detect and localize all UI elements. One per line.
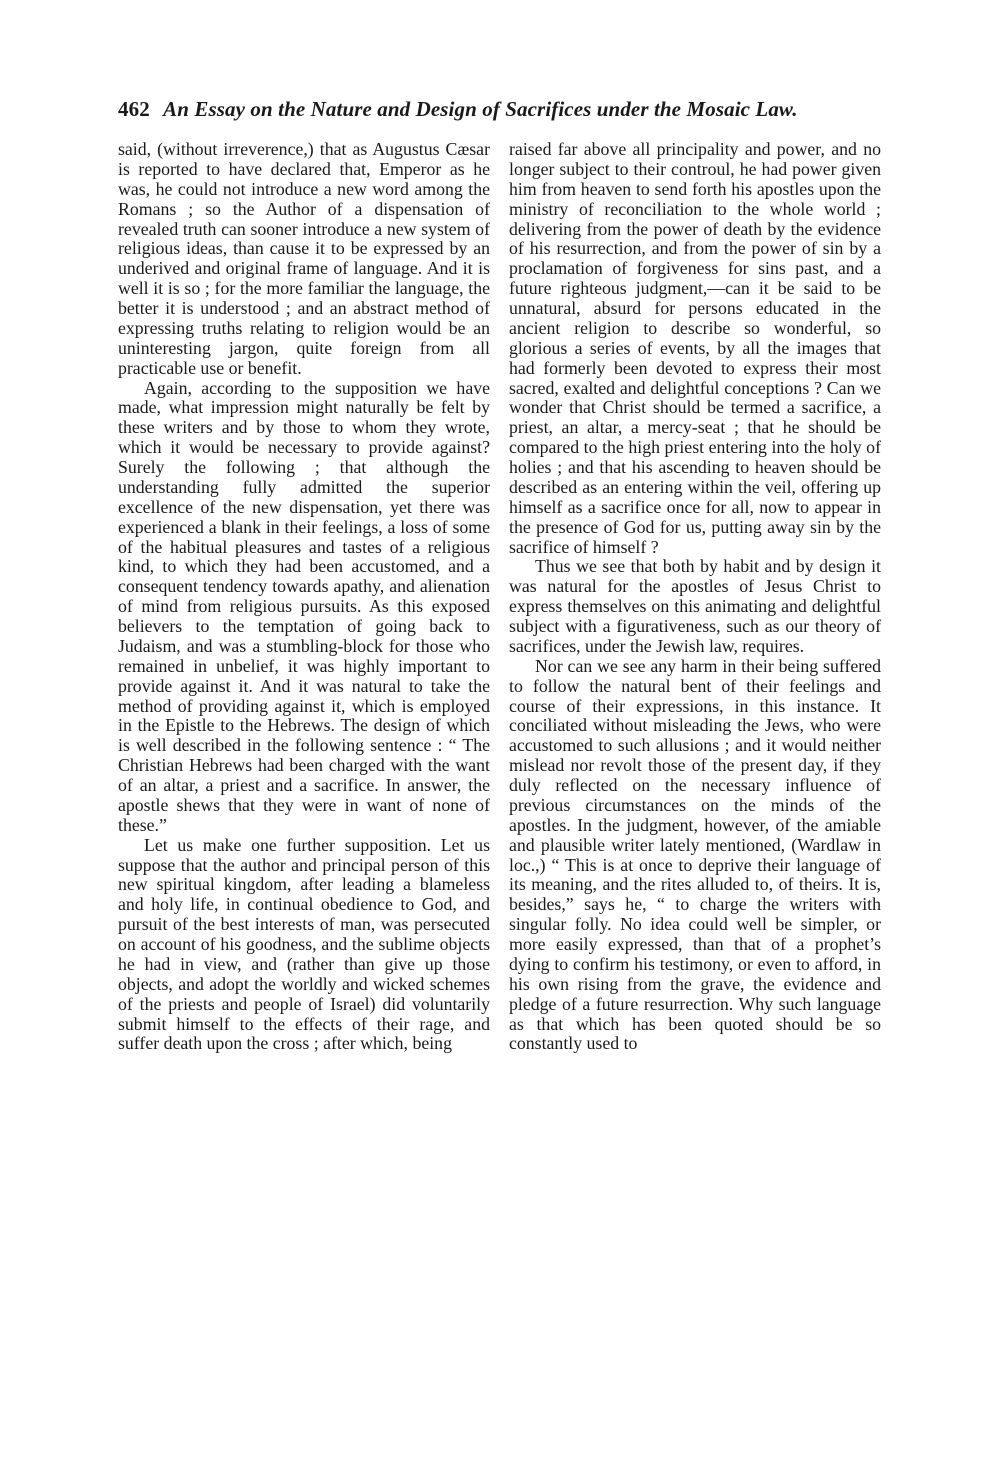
- paragraph: raised far above all principality and power, and no longer subject to their controul, he had power given him from heaven to send forth his apostles upon the ministry of reconciliation to the whole world ; delivering from the power of death by the evidence of his resurrection, and from the power of sin by a proclamation of forgiveness for sins past, and a future righteous judgment,—can it be said to be unnatural, absurd for persons educated in the ancient religion to describe so wonderful, so glorious a series of events, by all the images that had formerly been devoted to express their most sacred, exalted and delightful conceptions ? Can we wonder that Christ should be termed a sacrifice, a priest, an altar, a mercy-seat ; that he should be compared to the high priest entering into the holy of holies ; and that his ascending to heaven should be described as an entering within the veil, offering up himself as a sacrifice once for all, now to appear in the presence of God for us, putting away sin by the sacrifice of himself ?: [509, 139, 881, 557]
- running-header: [118, 97, 878, 122]
- page-number: 462: [118, 97, 150, 121]
- running-title: An Essay on the Nature and Design of Sacrifices under the Mosaic Law.: [163, 97, 798, 121]
- paragraph: Thus we see that both by habit and by design it was natural for the apostles of Jesus Christ to express themselves on this animating and delightful subject with a figurativeness, such as our theory of sacrifices, under the Jewish law, requires.: [509, 556, 881, 656]
- paragraph: Let us make one further supposition. Let us suppose that the author and principal person of this new spiritual kingdom, after leading a blameless and holy life, in continual obedience to God, and pursuit of the best interests of man, was persecuted on account of his goodness, and the sublime objects he had in view, and (rather than give up those objects, and adopt the worldly and wicked schemes of the priests and people of Israel) did voluntarily submit himself to the effects of their rage, and suffer death upon the cross ; after which, being: [118, 834, 490, 1054]
- paragraph: Again, according to the supposition we have made, what impression might naturally be felt by these writers and by those to whom they wrote, which it would be necessary to provide against? Surely the following ; that although the understanding fully admitted the superior excellence of the new dispensation, yet there was experienced a blank in their feelings, a loss of some of the habitual pleasures and tastes of a religious kind, to which they had been accustomed, and a consequent tendency towards apathy, and alienation of mind from religious pursuits. As this exposed believers to the temptation of going back to Judaism, and was a stumbling-block for those who remained in unbelief, it was highly important to provide against it. And it was natural to take the method of providing against it, which is employed in the Epistle to the Hebrews. The design of which is well described in the following sentence : “ The Christian Hebrews had been charged with the want of an altar, a priest and a sacrifice. In answer, the apostle shews that they were in want of none of these.”: [118, 377, 490, 835]
- paragraph: said, (without irreverence,) that as Augustus Cæsar is reported to have declared that, Emperor as he was, he could not introduce a new word among the Romans ; so the Author of a dispensation of revealed truth can sooner introduce a new system of religious ideas, than cause it to be expressed by an underived and original frame of language. And it is well it is so ; for the more familiar the language, the better it is understood ; and an abstract method of expressing truths relating to religion would be an uninteresting jargon, quite foreign from all practicable use or benefit.: [118, 139, 490, 378]
- right-column: [509, 140, 881, 1054]
- paragraph: Nor can we see any harm in their being suffered to follow the natural bent of their feelings and course of their expressions, in this instance. It conciliated without misleading the Jews, who were accustomed to such allusions ; and it would neither mislead nor revolt those of the present day, if they duly reflected on the necessary influence of previous circumstances on the minds of the apostles. In the judgment, however, of the amiable and plausible writer lately mentioned, (Wardlaw in loc.,) “ This is at once to deprive their language of its meaning, and the rites alluded to, of theirs. It is, besides,” says he, “ to charge the writers with singular folly. No idea could well be simpler, or more easily expressed, than that of a prophet’s dying to confirm his testimony, or even to afford, in his own rising from the grave, the evidence and pledge of a future resurrection. Why such language as that which has been quoted should be so constantly used to: [509, 655, 881, 1054]
- left-column: [118, 140, 490, 1054]
